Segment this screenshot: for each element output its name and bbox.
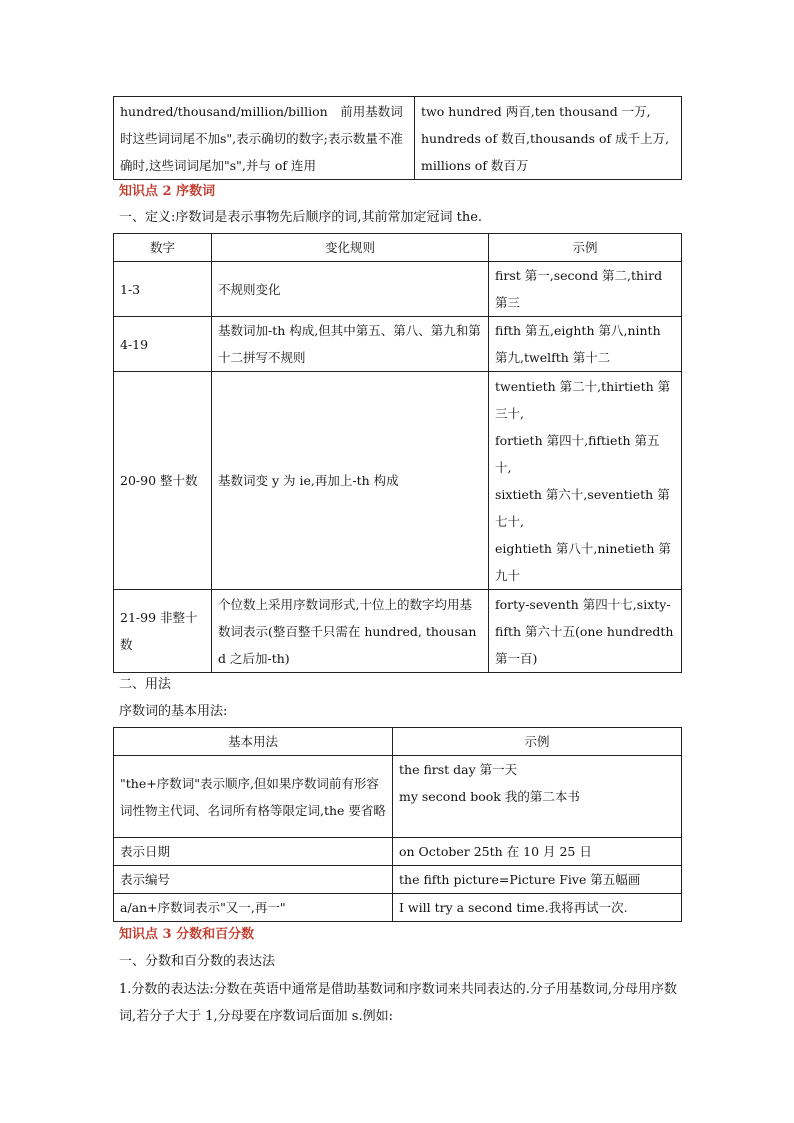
table-row — [114, 756, 682, 838]
table-cell-example: two hundred 两百,ten thousand 一万, hundreds of 数百,thousands of 成千上万, millions of 数百万 — [415, 97, 682, 180]
table-header-row — [114, 728, 682, 756]
table-row — [114, 262, 682, 317]
example-cell: fifth 第五,eighth 第八,ninth 第九,twelfth 第十二 — [489, 317, 682, 372]
column-header: 示例 — [393, 728, 682, 756]
cardinal-number-table — [113, 96, 682, 180]
usage-cell: 表示日期 — [114, 838, 393, 866]
table-row — [114, 590, 682, 673]
table-row — [114, 372, 682, 590]
example-cell: on October 25th 在 10 月 25 日 — [393, 838, 682, 866]
rule-cell: 个位数上采用序数词形式,十位上的数字均用基数词表示(整百整千只需在 hundred, thousand 之后加-th) — [212, 590, 489, 673]
usage-cell: "the+序数词"表示顺序,但如果序数词前有形容词性物主代词、名词所有格等限定词,the 要省略 — [114, 756, 393, 838]
ordinal-definition: 一、定义:序数词是表示事物先后顺序的词,其前常加定冠词 the. — [119, 210, 483, 225]
usage-intro: 序数词的基本用法: — [119, 704, 228, 719]
example-cell: the fifth picture=Picture Five 第五幅画 — [393, 866, 682, 894]
usage-cell: 表示编号 — [114, 866, 393, 894]
table-header-row — [114, 234, 682, 262]
fractions-subtitle: 一、分数和百分数的表达法 — [119, 954, 276, 969]
usage-title: 二、用法 — [119, 677, 172, 692]
rule-cell: 基数词加-th 构成,但其中第五、第八、第九和第十二拼写不规则 — [212, 317, 489, 372]
column-header: 示例 — [489, 234, 682, 262]
example-cell: forty-seventh 第四十七,sixty-fifth 第六十五(one hundredth 第一百) — [489, 590, 682, 673]
rule-cell: 基数词变 y 为 ie,再加上-th 构成 — [212, 372, 489, 590]
number-cell: 1-3 — [114, 262, 212, 317]
table-row — [114, 866, 682, 894]
number-cell: 4-19 — [114, 317, 212, 372]
example-cell: I will try a second time.我将再试一次. — [393, 894, 682, 922]
example-cell: first 第一,second 第二,third 第三 — [489, 262, 682, 317]
fractions-paragraph: 1.分数的表达法:分数在英语中通常是借助基数词和序数词来共同表达的.分子用基数词,分母用序数词,若分子大于 1,分母要在序数词后面加 s.例如: — [119, 982, 678, 1024]
table-row — [114, 838, 682, 866]
ordinal-rules-table — [113, 233, 682, 673]
number-cell: 20-90 整十数 — [114, 372, 212, 590]
section-heading-ordinal: 知识点 2 序数词 — [119, 184, 216, 199]
rule-cell: 不规则变化 — [212, 262, 489, 317]
column-header: 基本用法 — [114, 728, 393, 756]
table-row — [114, 97, 682, 180]
ordinal-usage-table — [113, 727, 682, 922]
example-cell: twentieth 第二十,thirtieth 第三十, fortieth 第四十,fiftieth 第五十, sixtieth 第六十,seventieth 第七十, eightieth 第八十,ninetieth 第九十 — [489, 372, 682, 590]
example-cell: the first day 第一天 my second book 我的第二本书 — [393, 756, 682, 838]
section-heading-fractions: 知识点 3 分数和百分数 — [119, 927, 255, 942]
column-header: 变化规则 — [212, 234, 489, 262]
table-row — [114, 317, 682, 372]
table-row — [114, 894, 682, 922]
table-cell-rule: hundred/thousand/million/billion 前用基数词时这些词词尾不加s",表示确切的数字;表示数量不准确时,这些词词尾加"s",并与 of 连用 — [114, 97, 415, 180]
column-header: 数字 — [114, 234, 212, 262]
usage-cell: a/an+序数词表示"又一,再一" — [114, 894, 393, 922]
number-cell: 21-99 非整十数 — [114, 590, 212, 673]
